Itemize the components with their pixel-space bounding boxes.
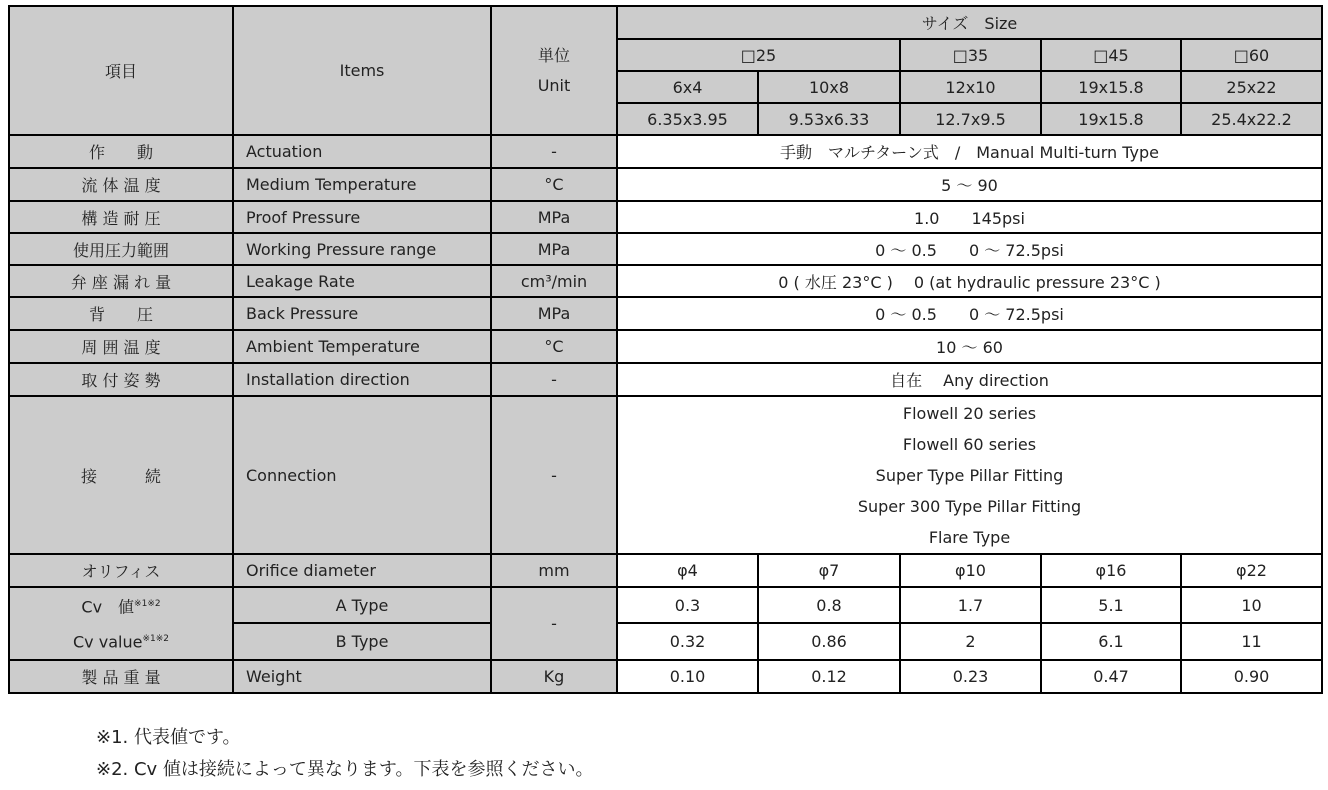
cv-b-value: 0.86 (758, 623, 900, 659)
orifice-value: φ7 (758, 554, 900, 587)
tube-size: 19x15.8 (1041, 71, 1181, 103)
row-unit: cm³/min (491, 265, 617, 297)
tube-size-inch: 19x15.8 (1041, 103, 1181, 135)
size-group: □60 (1181, 39, 1322, 71)
weight-value: 0.47 (1041, 660, 1181, 693)
connection-values (617, 396, 1322, 554)
spec-table (8, 5, 1323, 694)
row-label-en: Leakage Rate (233, 265, 491, 297)
orifice-value: φ16 (1041, 554, 1181, 587)
row-label-en: Ambient Temperature (233, 330, 491, 363)
tube-size: 6x4 (617, 71, 758, 103)
size-group: □45 (1041, 39, 1181, 71)
connection-option: Flowell 60 series (902, 434, 1037, 454)
row-unit: °C (491, 168, 617, 201)
tube-size-inch: 25.4x22.2 (1181, 103, 1322, 135)
weight-value: 0.12 (758, 660, 900, 693)
row-label-jp: 構 造 耐 圧 (9, 201, 233, 233)
cv-note-ref: ※1※2 (134, 599, 161, 609)
cv-a-value: 0.3 (617, 587, 758, 623)
cv-a-value: 10 (1181, 587, 1322, 623)
row-label-en: Weight (233, 660, 491, 693)
cv-b-value: 11 (1181, 623, 1322, 659)
row-label-en: Medium Temperature (233, 168, 491, 201)
header-size-title: サイズ Size (617, 6, 1322, 39)
table-row-cv-a (9, 587, 1322, 623)
tube-size: 10x8 (758, 71, 900, 103)
row-value: 手動 マルチターン式 / Manual Multi-turn Type (617, 135, 1322, 168)
header-unit-jp: 単位 (537, 45, 570, 65)
row-label-jp: 周 囲 温 度 (9, 330, 233, 363)
table-row-orifice (9, 554, 1322, 587)
footnotes (96, 722, 593, 786)
row-label-jp: 流 体 温 度 (9, 168, 233, 201)
cv-label-en: Cv value (73, 632, 143, 652)
row-label-jp: 作 動 (9, 135, 233, 168)
cv-type-b-label: B Type (233, 623, 491, 659)
row-label-jp: オリフィス (9, 554, 233, 587)
row-value: 0 ～ 0.5 0 ～ 72.5psi (617, 297, 1322, 330)
orifice-value: φ22 (1181, 554, 1322, 587)
row-label-en: Actuation (233, 135, 491, 168)
row-unit: °C (491, 330, 617, 363)
row-label-en: Working Pressure range (233, 233, 491, 265)
header-unit-en: Unit (537, 75, 571, 95)
connection-option: Super Type Pillar Fitting (875, 465, 1064, 485)
row-label-jp: 弁 座 漏 れ 量 (9, 265, 233, 297)
row-value: 5 ～ 90 (617, 168, 1322, 201)
table-row-proof-pressure (9, 201, 1322, 233)
tube-size-inch: 9.53x6.33 (758, 103, 900, 135)
row-label-en: Installation direction (233, 363, 491, 396)
row-value: 0 ～ 0.5 0 ～ 72.5psi (617, 233, 1322, 265)
footnote-2: ※2. Cv 値は接続によって異なります。下表を参照ください。 (96, 759, 594, 780)
orifice-value: φ10 (900, 554, 1041, 587)
tube-size: 25x22 (1181, 71, 1322, 103)
row-value: 1.0 145psi (617, 201, 1322, 233)
table-row-actuation (9, 135, 1322, 168)
row-unit: MPa (491, 201, 617, 233)
connection-option: Flowell 20 series (902, 403, 1037, 423)
row-unit: Kg (491, 660, 617, 693)
row-label-en: Connection (233, 396, 491, 554)
row-label-jp: 取 付 姿 勢 (9, 363, 233, 396)
connection-option: Flare Type (928, 527, 1011, 547)
header-item-jp: 項目 (9, 6, 233, 135)
weight-value: 0.23 (900, 660, 1041, 693)
cv-a-value: 1.7 (900, 587, 1041, 623)
size-group: □35 (900, 39, 1041, 71)
row-value: 0 ( 水圧 23°C ) 0 (at hydraulic pressure 23°C ) (617, 265, 1322, 297)
table-row-connection (9, 396, 1322, 554)
row-unit: - (491, 363, 617, 396)
cv-label (9, 587, 233, 660)
row-label-jp: 製 品 重 量 (9, 660, 233, 693)
weight-value: 0.10 (617, 660, 758, 693)
row-unit: MPa (491, 297, 617, 330)
weight-value: 0.90 (1181, 660, 1322, 693)
row-label-jp: 使用圧力範囲 (9, 233, 233, 265)
table-row-leakage-rate (9, 265, 1322, 297)
row-label-jp: 背 圧 (9, 297, 233, 330)
row-unit: MPa (491, 233, 617, 265)
cv-label-jp: Cv 値 (81, 597, 135, 617)
row-value: 自在 Any direction (617, 363, 1322, 396)
tube-size-inch: 6.35x3.95 (617, 103, 758, 135)
table-row-installation-direction (9, 363, 1322, 396)
table-row-working-pressure (9, 233, 1322, 265)
table-row-medium-temperature (9, 168, 1322, 201)
cv-a-value: 0.8 (758, 587, 900, 623)
tube-size-inch: 12.7x9.5 (900, 103, 1041, 135)
cv-b-value: 0.32 (617, 623, 758, 659)
row-label-jp: 接 続 (9, 396, 233, 554)
row-unit: - (491, 587, 617, 660)
table-row-ambient-temperature (9, 330, 1322, 363)
row-unit: - (491, 396, 617, 554)
header-unit (491, 6, 617, 135)
cv-a-value: 5.1 (1041, 587, 1181, 623)
cv-b-value: 6.1 (1041, 623, 1181, 659)
cv-b-value: 2 (900, 623, 1041, 659)
table-row-back-pressure (9, 297, 1322, 330)
tube-size: 12x10 (900, 71, 1041, 103)
size-group: □25 (617, 39, 900, 71)
row-value: 10 ～ 60 (617, 330, 1322, 363)
table-row-weight (9, 660, 1322, 693)
connection-option: Super 300 Type Pillar Fitting (857, 496, 1082, 516)
footnote-1: ※1. 代表値です。 (96, 727, 241, 748)
cv-note-ref: ※1※2 (142, 634, 169, 645)
header-item-en: Items (233, 6, 491, 135)
row-label-en: Orifice diameter (233, 554, 491, 587)
cv-type-a-label: A Type (233, 587, 491, 623)
row-unit: mm (491, 554, 617, 587)
row-unit: - (491, 135, 617, 168)
orifice-value: φ4 (617, 554, 758, 587)
row-label-en: Back Pressure (233, 297, 491, 330)
row-label-en: Proof Pressure (233, 201, 491, 233)
